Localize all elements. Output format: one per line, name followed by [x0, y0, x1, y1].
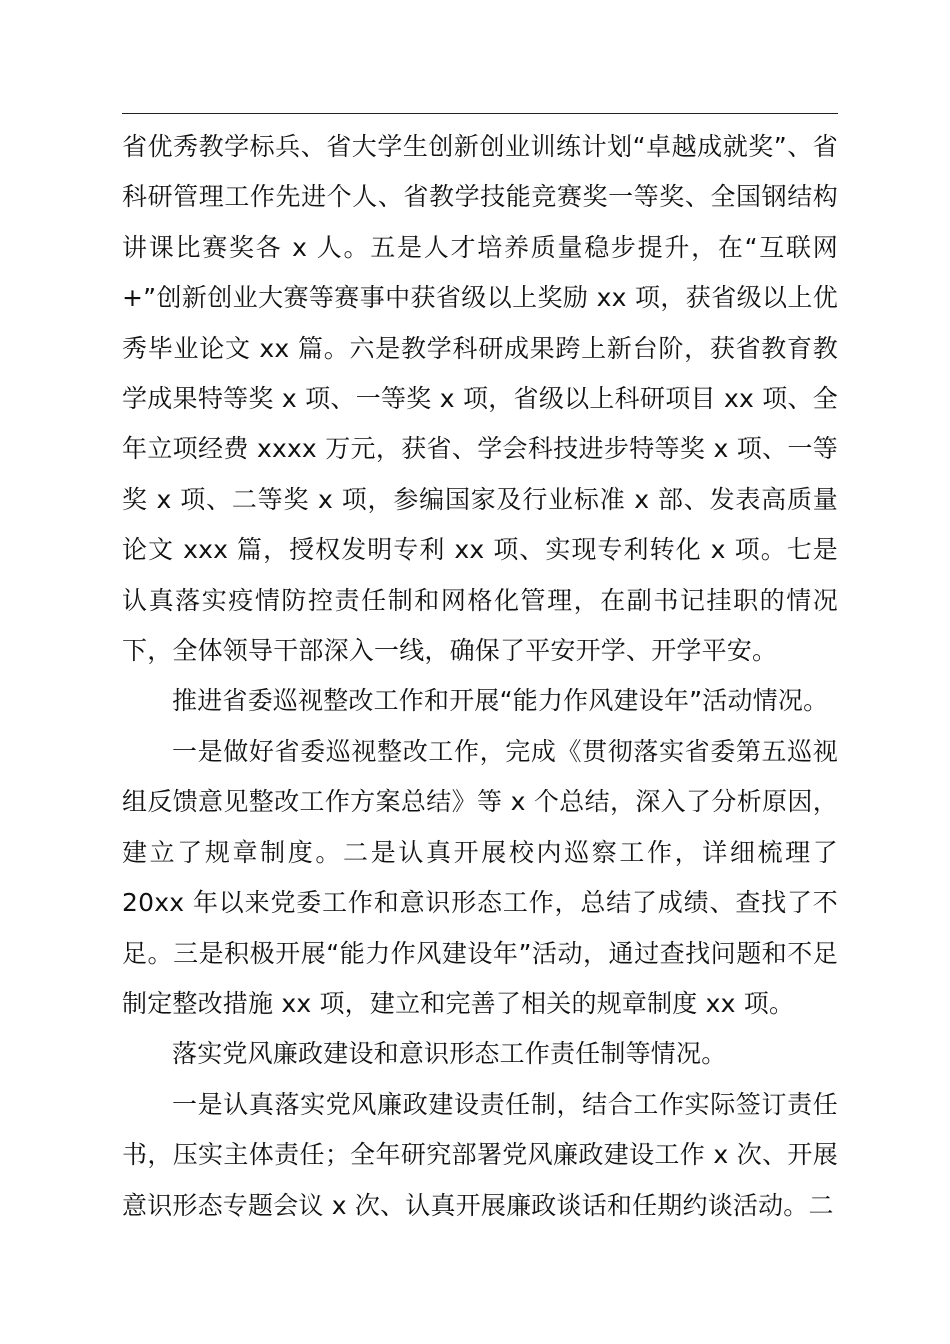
header-rule [122, 113, 838, 114]
paragraph-integrity: 一是认真落实党风廉政建设责任制，结合工作实际签订责任书，压实主体责任；全年研究部署党风廉政建设工作 x 次、开展意识形态专题会议 x 次、认真开展廉政谈话和任期约谈活动。二 [122, 1089, 838, 1220]
document-body [122, 122, 838, 1231]
section-heading-inspection: 推进省委巡视整改工作和开展“能力作风建设年”活动情况。 [172, 686, 829, 716]
paragraph-inspection: 一是做好省委巡视整改工作，完成《贯彻落实省委第五巡视组反馈意见整改工作方案总结》等 x 个总结，深入了分析原因，建立了规章制度。二是认真开展校内巡察工作，详细梳理了 20xx 年以来党委工作和意识形态工作，总结了成绩、查找了不足。三是积极开展“能力作风建设年”活动，通过查找问题和不足制定整改措施 xx 项，建立和完善了相关的规章制度 xx 项。 [122, 736, 838, 1018]
paragraph-achievements: 省优秀教学标兵、省大学生创新创业训练计划“卓越成就奖”、省科研管理工作先进个人、省教学技能竞赛奖一等奖、全国钢结构讲课比赛奖各 x 人。五是人才培养质量稳步提升，在“互联网+”创新创业大赛等赛事中获省级以上奖励 xx 项，获省级以上优秀毕业论文 xx 篇。六是教学科研成果跨上新台阶，获省教育教学成果特等奖 x 项、一等奖 x 项，省级以上科研项目 xx 项、全年立项经费 xxxx 万元，获省、学会科技进步特等奖 x 项、一等奖 x 项、二等奖 x 项，参编国家及行业标准 x 部、发表高质量论文 xxx 篇，授权发明专利 xx 项、实现专利转化 x 项。七是认真落实疫情防控责任制和网格化管理，在副书记挂职的情况下，全体领导干部深入一线，确保了平安开学、开学平安。 [122, 132, 838, 666]
section-heading-integrity: 落实党风廉政建设和意识形态工作责任制等情况。 [172, 1039, 727, 1069]
